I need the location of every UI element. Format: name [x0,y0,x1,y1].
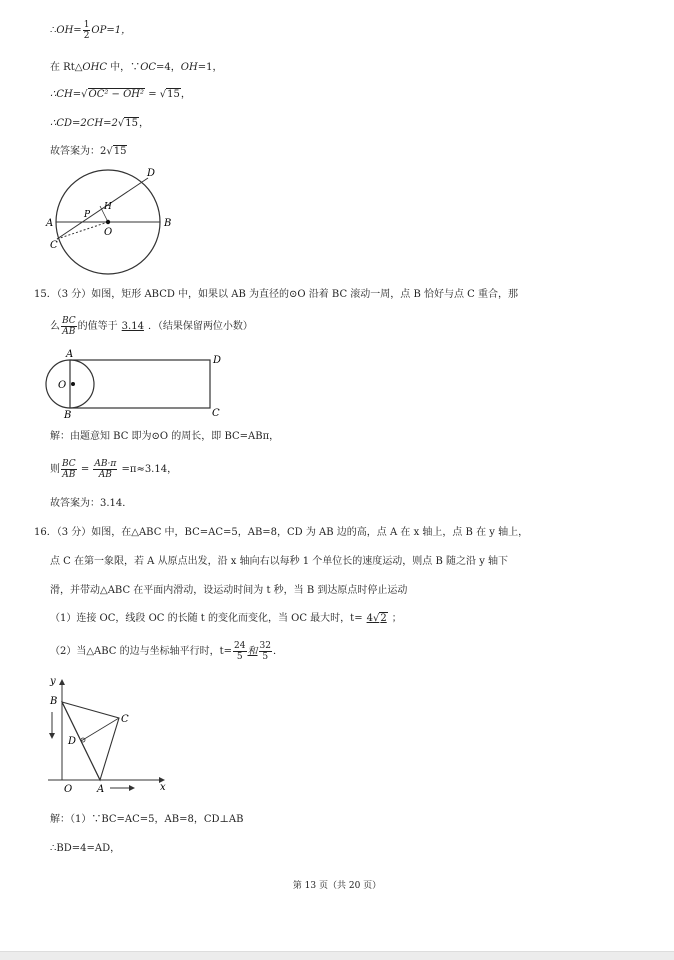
q16-line1: 16．（3 分）如图，在△ABC 中，BC=AC=5，AB=8，CD 为 AB 边的高，点 A 在 x 轴上，点 B 在 y 轴上， [34,527,529,538]
line-rt [50,61,222,75]
q16-solution-2: ∴BD=4=AD， [50,843,121,854]
oh-lhs: OH= [56,25,82,36]
ch-radicand2: 15 [167,89,180,100]
q16-line3: 滑，并带动△ABC 在平面内滑动，设运动时间为 t 秒，当 B 到达原点时停止运动 [50,585,408,596]
rt-mid: 中，∵ [107,62,141,73]
figure-circle-14 [44,162,184,286]
oh-rhs: OP=1， [91,25,132,36]
frac-num: 32 [259,641,271,651]
fig16-label-x: x [160,782,166,793]
q16-p2-answer [232,641,273,662]
fig14-label-d: D [147,168,156,179]
q15-solution-2 [50,459,177,480]
fig14-label-p: P [84,210,91,220]
rt-triangle: OHC [82,62,107,73]
rt-oc: OC [140,62,157,73]
q15-answer: 3.14 [121,321,144,332]
fig16-label-a: A [97,784,105,795]
q16-p2-frac2 [259,641,272,662]
q15-sol2-post: =π≈3.14， [118,464,178,475]
ch-end: ， [180,89,191,100]
therefore-sign: ∴ [50,25,57,36]
q15-sol-frac1 [61,459,77,480]
fig15-label-b: B [64,410,72,421]
fig16-label-y: y [50,676,56,687]
fig15-label-d: D [213,355,222,366]
cd-radicand: 15 [125,118,138,129]
frac-den: 2 [83,31,90,41]
q15-sol2-eq: = [77,464,93,475]
rt-prefix: 在 Rt△ [50,62,83,73]
frac-num: 1 [83,20,90,30]
ch-radicand: OC² − OH² [88,89,145,100]
frac-num: 24 [234,641,246,651]
fig14-label-c: C [50,240,58,251]
ans14-text: 故答案为：2 [50,146,107,157]
fig15-label-o: O [58,380,67,391]
fig14-label-a: A [46,218,54,229]
q15-sol-frac2 [93,459,117,480]
fig16-label-b: B [50,696,58,707]
rt-oh: OH [180,62,198,73]
fig14-label-h: H [104,202,112,212]
frac-den: 5 [262,652,269,662]
q16-p1-ans-rad: 2 [380,613,387,624]
q16-part1 [50,612,402,626]
q15-line1: 15．（3 分）如图，矩形 ABCD 中，如果以 AB 为直径的⊙O 沿着 BC 滚动一周，点 B 恰好与点 C 重合，那 [34,289,518,300]
rt-oc-val: =4， [156,62,181,73]
ch-eq: = [145,89,160,100]
frac-den: AB [98,470,112,480]
page-footer: 第 13 页（共 20 页） [292,881,382,891]
fig15-label-a: A [66,349,74,360]
cd-end: ， [139,118,149,129]
q16-part2 [50,641,283,662]
q16-p2-post: ． [272,646,283,657]
q15-mid: 的值等于 [77,321,118,332]
q16-p1-ans-coef: 4 [366,613,373,624]
answer-14: 故答案为：2√15 [50,146,127,157]
q15-frac-den: AB [62,327,76,337]
line-ch: ∴CH=√OC² − OH² = √15， [50,89,191,100]
fig14-label-b: B [164,218,172,229]
fig15-label-c: C [212,408,220,419]
q15-frac-num: BC [62,316,76,326]
ans14-radicand: 15 [113,146,127,157]
q16-p1-pre: （1）连接 OC，线段 OC 的长随 t 的变化而变化，当 OC 最大时，t= [50,613,363,624]
frac-den: 5 [236,652,243,662]
q15-sol2-pre: 则 [50,464,60,475]
q15-pre: 么 [50,321,60,332]
figure-coord-16 [44,672,174,800]
q15-fraction [61,316,77,337]
figure-rect-15 [44,348,234,422]
q16-p1-answer: 4√2 [366,613,387,624]
fig16-label-c: C [121,714,129,725]
fig14-label-o: O [104,227,113,238]
cd-lhs: ∴CD=2CH=2 [50,118,118,129]
frac-den: AB [62,470,76,480]
q15-line2 [50,316,253,337]
q16-p2-frac1 [233,641,246,662]
frac-num: AB·π [94,459,117,469]
ch-lhs: ∴CH= [50,89,82,100]
fig16-label-d: D [68,736,77,747]
fig16-label-o: O [64,784,73,795]
line-oh [50,20,131,41]
q15-post: ．（结果保留两位小数） [147,321,253,332]
rt-oh-val: =1， [197,62,223,73]
q16-p1-post: ； [391,613,402,624]
frac-num: BC [62,459,76,469]
q15-answer-line: 故答案为：3.14． [50,498,133,509]
q16-solution-1: 解：（1）∵BC=AC=5，AB=8，CD⊥AB [50,814,244,825]
q15-solution-1: 解：由题意知 BC 即为⊙O 的周长，即 BC=ABπ， [50,431,280,442]
q16-p2-mid: 和 [247,646,258,657]
line-cd: ∴CD=2CH=2√15， [50,118,149,129]
fraction-half [83,20,91,41]
q16-p2-pre: （2）当△ABC 的边与坐标轴平行时，t= [50,646,233,657]
q16-line2: 点 C 在第一象限，若 A 从原点出发，沿 x 轴向右以每秒 1 个单位长的速度运动，则点 B 随之沿 y 轴下 [50,556,509,567]
